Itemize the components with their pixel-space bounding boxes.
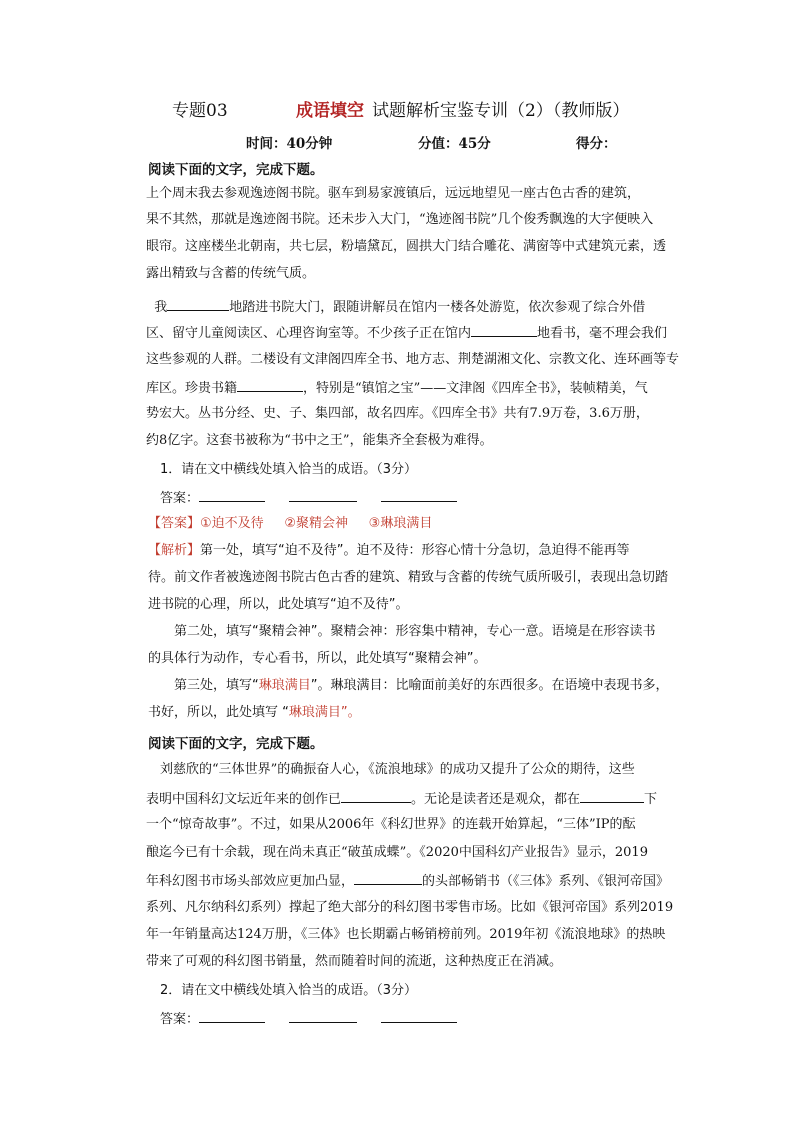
answer-blank[interactable] [199,1008,265,1023]
s1-p2-line: 势宏大。丛书分经、史、子、集四部，故名四库。《四库全书》共有7.9万卷，3.6万册， [146,406,649,421]
answer-key-3: ③琳琅满目 [368,516,433,531]
s2-line [146,870,669,892]
answer-label: 答案： [160,1012,200,1027]
title-highlight: 成语填空 [296,101,364,121]
s2-line: 带来了可观的科幻图书销量，然而随着时间的流逝，这种热度正在消减。 [146,954,563,969]
analysis-line: 进书院的心理，所以，此处填写“迫不及待”。 [148,597,409,612]
analysis-text: ”。 [340,705,361,720]
answer-row-1 [160,487,481,509]
blank-4 [341,788,411,803]
answer-row-2 [160,1008,481,1030]
analysis-line: 的具体行为动作，专心看书，所以，此处填写“聚精会神”。 [148,651,487,666]
s1-text: 区、留守儿童阅读区、心理咨询室等。不少孩子正在馆内 [146,326,472,341]
s2-text: 年科幻图书市场头部效应更加凸显， [146,874,355,889]
s2-line: 年一年销量高达124万册，《三体》也长期霸占畅销榜前列。2019年初《流浪地球》的热映 [146,927,666,942]
section2-heading: 阅读下面的文字，完成下题。 [148,736,324,752]
s1-p1-line: 眼帘。这座楼坐北朝南，共七层，粉墙黛瓦，圆拱大门结合雕花、满窗等中式建筑元素，透 [146,239,667,254]
analysis-line [174,676,669,696]
got-label: 得分： [576,136,617,152]
analysis-text: 第三处，填写“ [174,678,259,693]
score-label: 分值：45分 [418,136,491,152]
analysis-line [148,703,361,723]
question-1: 1．请在文中横线处填入恰当的成语。（3分） [160,462,418,477]
s2-line: 刘慈欣的“三体世界”的确振奋人心，《流浪地球》的成功又提升了公众的期待，这些 [160,762,635,777]
s2-line: 一个“惊奇故事”。不过，如果从2006年《科幻世界》的连载开始算起，“三体”IP的酝 [146,817,636,832]
s1-p2-line [146,322,667,344]
blank-6 [354,870,422,885]
s1-text: 地看书，毫不理会我们 [537,326,668,341]
answer-key-1: ①迫不及待 [200,516,264,531]
s2-text: 。无论是读者还是观众，都在 [411,792,581,807]
blank-1 [167,296,229,311]
answer-key [148,514,432,534]
time-label: 时间：40分钟 [246,136,333,152]
analysis-text: 第一处，填写“迫不及待”。迫不及待：形容心情十分急切，急迫得不能再等 [200,543,630,558]
question-2: 2．请在文中横线处填入恰当的成语。（3分） [160,983,418,998]
s1-text: ，特别是“镇馆之宝”——文津阁《四库全书》，装帧精美，气 [303,381,648,396]
page-title [0,96,794,122]
s2-text: 表明中国科幻文坛近年来的创作已 [146,792,342,807]
s2-line [146,788,657,810]
s1-text: 地踏进书院大门，跟随讲解员在馆内一楼各处游览，依次参观了综合外借 [229,300,646,315]
s1-p1-line: 露出精致与含蓄的传统气质。 [146,266,316,281]
s1-p2-line: 约8亿字。这套书被称为“书中之王”，能集齐全套极为难得。 [146,433,493,448]
analysis-line: 第二处，填写“聚精会神”。聚精会神：形容集中精神，专心一意。语境是在形容读书 [174,624,656,639]
s1-text: 库区。珍贵书籍 [146,381,238,396]
analysis-tag: 【解析】 [148,543,201,558]
s2-text: 下 [644,792,658,807]
analysis-text: 书好，所以，此处填写 “ [148,705,289,720]
answer-blank[interactable] [289,1008,357,1023]
s1-p2-line [146,377,648,399]
s1-p1-line: 上个周末我去参观逸迹阁书院。驱车到易家渡镇后，远远地望见一座古色古香的建筑， [146,186,641,201]
answer-blank[interactable] [381,1008,457,1023]
answer-blank[interactable] [199,487,265,502]
s2-line: 系列、凡尔纳科幻系列）撑起了绝大部分的科幻图书零售市场。比如《银河帝国》系列2019 [146,900,674,915]
s1-p2-line [146,296,645,318]
analysis-line: 待。前文作者被逸迹阁书院古色古香的建筑、精致与含蓄的传统气质所吸引，表现出急切踏 [148,570,669,585]
title-rest: 试题解析宝鉴专训（2）（教师版） [372,101,630,121]
s1-p2-line: 这些参观的人群。二楼设有文津阁四库全书、地方志、荆楚湖湘文化、宗教文化、连环画等专 [146,352,680,367]
analysis-line [148,541,630,561]
title-prefix: 专题03 [172,101,228,121]
analysis-text: ”。琳琅满目：比喻面前美好的东西很多。在语境中表现书多， [310,678,669,693]
analysis-highlight: 琳琅满目 [288,705,341,720]
s1-text: 我 [154,300,168,315]
answer-blank[interactable] [381,487,457,502]
s2-text: 的头部畅销书（《三体》系列、《银河帝国》 [422,874,670,889]
blank-5 [580,788,644,803]
analysis-highlight: 琳琅满目 [258,678,311,693]
blank-3 [237,377,303,392]
blank-2 [471,322,537,337]
section1-heading: 阅读下面的文字，完成下题。 [148,162,324,178]
answer-blank[interactable] [289,487,357,502]
answer-key-tag: 【答案】 [148,516,201,531]
answer-label: 答案： [160,491,200,506]
answer-key-2: ②聚精会神 [284,516,348,531]
exam-info [0,132,794,152]
s1-p1-line: 果不其然，那就是逸迹阁书院。还未步入大门，“逸迹阁书院”几个俊秀飘逸的大字便映入 [146,212,654,227]
s2-line: 酿迄今已有十余载，现在尚未真正“破茧成蝶”。《2020中国科幻产业报告》显示，2019 [146,845,648,860]
